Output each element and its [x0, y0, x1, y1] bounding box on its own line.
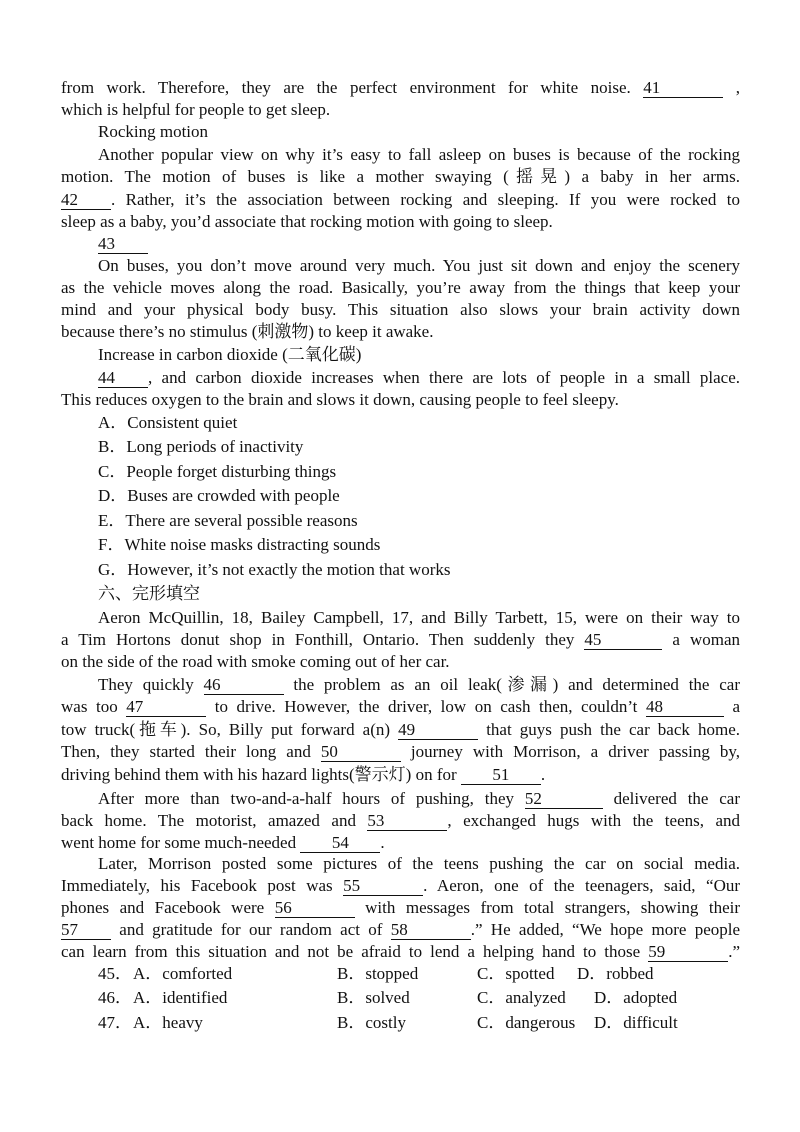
subheading-rocking-motion: Rocking motion	[98, 122, 209, 141]
choice-d[interactable]: D．difficult	[594, 1013, 678, 1032]
passage-line: Immediately, his Facebook post was 55 . Aeron, one of the teenagers, said, “Our	[61, 876, 741, 895]
blank-45[interactable]: 45	[584, 631, 662, 650]
blank-50[interactable]: 50	[321, 743, 401, 762]
passage-line: was too 47 to drive. However, the driver, low on cash then, couldn’t 48 a	[61, 697, 741, 716]
blank-51[interactable]: 51	[461, 766, 541, 785]
blank-55[interactable]: 55	[343, 877, 423, 896]
passage-line: which is helpful for people to get sleep.	[61, 100, 331, 119]
passage-line: Another popular view on why it’s easy to fall asleep on buses is because of the rocking	[98, 145, 740, 164]
passage-line: tow truck(拖车). So, Billy put forward a(n) 49 that guys push the car back home.	[61, 720, 740, 739]
question-number: 47．	[98, 1013, 132, 1032]
blank-54[interactable]: 54	[300, 834, 380, 853]
blank-42[interactable]: 42	[61, 191, 111, 210]
choice-c[interactable]: C．dangerous	[477, 1013, 576, 1032]
passage-line: from work. Therefore, they are the perfect environment for white noise. 41 ,	[61, 78, 740, 97]
choice-b[interactable]: B．costly	[337, 1013, 406, 1032]
section-title-cloze: 六、完形填空	[98, 584, 200, 603]
blank-44[interactable]: 44	[98, 369, 148, 388]
blank-58[interactable]: 58	[391, 921, 471, 940]
choice-a[interactable]: A．heavy	[133, 1013, 203, 1032]
blank-41[interactable]: 41	[643, 79, 723, 98]
passage-line: motion. The motion of buses is like a mother swaying (摇晃) a baby in her arms.	[61, 167, 740, 186]
passage-line: On buses, you don’t move around very much. You just sit down and enjoy the scenery	[98, 256, 740, 275]
passage-line: This reduces oxygen to the brain and slows it down, causing people to feel sleepy.	[61, 390, 619, 409]
blank-53[interactable]: 53	[367, 812, 447, 831]
passage-line: phones and Facebook were 56 with messages from total strangers, showing their	[61, 898, 741, 917]
choice-c[interactable]: C．spotted	[477, 964, 555, 983]
passage-line: Aeron McQuillin, 18, Bailey Campbell, 17, and Billy Tarbett, 15, were on their way to	[98, 608, 740, 627]
blank-52[interactable]: 52	[525, 790, 603, 809]
blank-59[interactable]: 59	[648, 943, 728, 962]
passage-line: After more than two-and-a-half hours of pushing, they 52 delivered the car	[98, 789, 741, 808]
question-number: 46．	[98, 988, 132, 1007]
passage-line: sleep as a baby, you’d associate that rocking motion with going to sleep.	[61, 212, 553, 231]
passage-line: a Tim Hortons donut shop in Fonthill, Ontario. Then suddenly they 45 a woman	[61, 630, 741, 649]
passage-line: as the vehicle moves along the road. Basically, you’re away from the things that keep your	[61, 278, 740, 297]
choice-a[interactable]: A．comforted	[133, 964, 233, 983]
option-a[interactable]: A．Consistent quiet	[98, 413, 238, 432]
blank-48[interactable]: 48	[646, 698, 724, 717]
passage-line: mind and your physical body busy. This situation also slows your brain activity down	[61, 300, 740, 319]
choice-c[interactable]: C．analyzed	[477, 988, 566, 1007]
passage-line: on the side of the road with smoke coming out of her car.	[61, 652, 450, 671]
passage-line: because there’s no stimulus (刺激物) to keep it awake.	[61, 322, 434, 341]
option-g[interactable]: G．However, it’s not exactly the motion that works	[98, 560, 451, 579]
blank-49[interactable]: 49	[398, 721, 478, 740]
option-d[interactable]: D．Buses are crowded with people	[98, 486, 340, 505]
question-number: 45．	[98, 964, 132, 983]
blank-46[interactable]: 46	[204, 676, 284, 695]
passage-line: can learn from this situation and not be afraid to lend a helping hand to those 59 .”	[61, 942, 741, 961]
passage-line: back home. The motorist, amazed and 53 , exchanged hugs with the teens, and	[61, 811, 740, 830]
passage-line: Later, Morrison posted some pictures of the teens pushing the car on social media.	[98, 854, 740, 873]
choice-a[interactable]: A．identified	[133, 988, 228, 1007]
option-f[interactable]: F．White noise masks distracting sounds	[98, 535, 381, 554]
blank-43-line	[98, 233, 740, 255]
blank-43[interactable]: 43	[98, 235, 148, 254]
passage-line: They quickly 46 the problem as an oil leak(渗漏) and determined the car	[98, 675, 741, 694]
passage-line: driving behind them with his hazard lights(警示灯) on for 51 .	[61, 765, 546, 784]
blank-56[interactable]: 56	[275, 899, 355, 918]
passage-line: Then, they started their long and 50 journey with Morrison, a driver passing by,	[61, 742, 741, 761]
passage-line: 44 , and carbon dioxide increases when there are lots of people in a small place.	[98, 368, 740, 387]
choice-d[interactable]: D．adopted	[594, 988, 678, 1007]
choice-b[interactable]: B．solved	[337, 988, 410, 1007]
choice-d[interactable]: D．robbed	[577, 964, 654, 983]
passage-line: 42 . Rather, it’s the association between rocking and sleeping. If you were rocked to	[61, 190, 740, 209]
choice-b[interactable]: B．stopped	[337, 964, 419, 983]
option-e[interactable]: E．There are several possible reasons	[98, 511, 358, 530]
blank-47[interactable]: 47	[126, 698, 206, 717]
blank-57[interactable]: 57	[61, 921, 111, 940]
subheading-carbon-dioxide: Increase in carbon dioxide (二氧化碳)	[98, 345, 362, 364]
passage-line: went home for some much-needed 54 .	[61, 833, 385, 852]
passage-line: 57 and gratitude for our random act of 58 .” He added, “We hope more people	[61, 920, 741, 939]
option-b[interactable]: B．Long periods of inactivity	[98, 437, 304, 456]
option-c[interactable]: C．People forget disturbing things	[98, 462, 337, 481]
